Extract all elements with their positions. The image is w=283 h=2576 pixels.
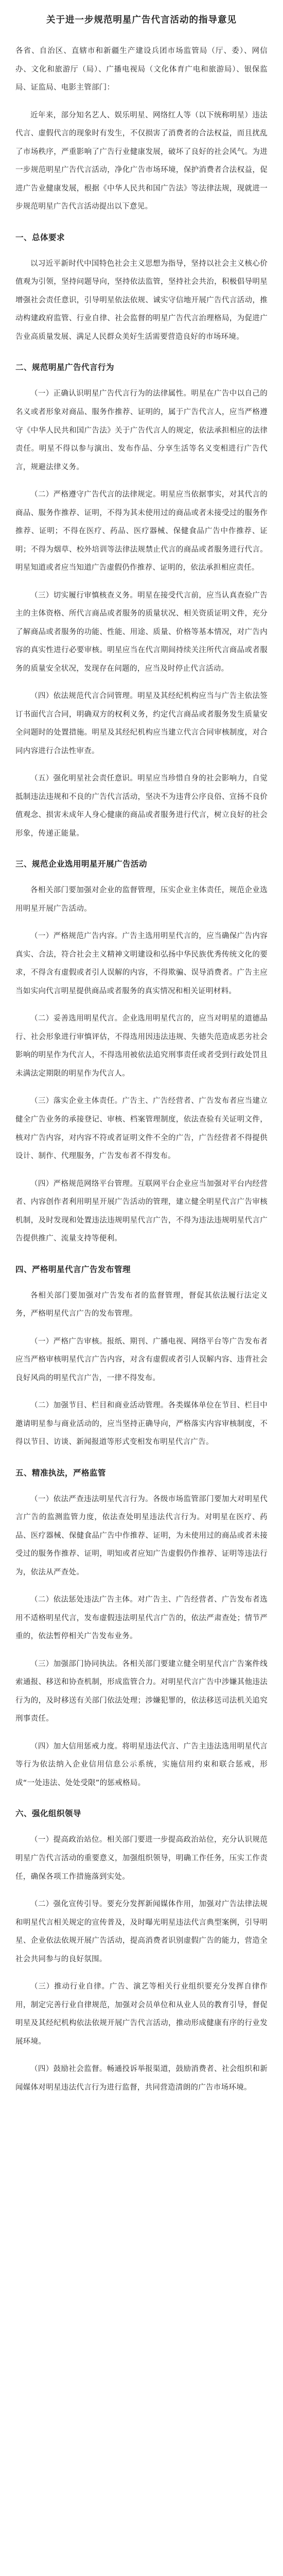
- section-paragraph: （四）加大信用惩戒力度。将明星违法代言、广告主违法选用明星代言等行为依法纳入企业信用信息公示系统，实施信用约束和联合惩戒，形成“一处违法、处处受限”的惩戒格局。: [15, 1742, 268, 1787]
- section: [15, 1465, 268, 1793]
- section-paragraph: （三）推动行业自律。广告、演艺等相关行业组织要充分发挥自律作用，制定完善行业自律规范，加强对会员单位和从业人员的教育引导，督促明星及其经纪机构依法依规开展广告代言活动，推动形成健康有序的行业发展环境。: [15, 1982, 268, 2046]
- section-paragraph: （五）强化明星社会责任意识。明星应当珍惜自身的社会影响力，自觉抵制违法违规和不良的广告代言活动，坚决不为违背公序良俗、宣扬不良价值观念、损害未成年人身心健康的商品或者服务进行代言，树立良好的社会形象，传递正能量。: [15, 774, 268, 838]
- section-heading: 五、精准执法，严格监管: [15, 1468, 107, 1478]
- section-paragraph: （三）切实履行审慎核查义务。明星在接受代言前，应当认真查验广告主的主体资格、所代言商品或者服务的质量状况、相关资质证明文件，充分了解商品或者服务的功能、性能、用途、质量、价格等基本情况，对广告内容的真实性进行必要审核。明星应当在代言期间持续关注所代言商品或者服务的质量安全状况，发现存在问题的，应当及时停止代言活动。: [15, 591, 268, 673]
- section-paragraph: 各相关部门要加强对企业的监督管理，压实企业主体责任，规范企业选用明星开展广告活动。: [15, 886, 268, 913]
- section-heading: 六、强化组织领导: [15, 1809, 82, 1819]
- section-heading: 三、规范企业选用明星开展广告活动: [15, 859, 148, 869]
- section: [15, 1262, 268, 1452]
- section: [15, 856, 268, 1248]
- section-paragraph: 以习近平新时代中国特色社会主义思想为指导，坚持以社会主义核心价值观为引领，坚持问题导向，坚持依法监管，坚持社会共治，积极倡导明星增强社会责任意识，引导明星依法依规、诚实守信地开展广告代言活动，推动构建政府监管、行业自律、社会监督的明星广告代言治理格局，为促进广告业高质量发展、满足人民群众美好生活需要营造良好的市场环境。: [15, 259, 268, 341]
- sections-container: [15, 230, 268, 2097]
- section-paragraph: （一）正确认识明星广告代言行为的法律属性。明星在广告中以自己的名义或者形象对商品、服务作推荐、证明的，属于广告代言人，应当严格遵守《中华人民共和国广告法》关于广告代言人的规定，依法承担相应的法律责任。明星不得以参与演出、发布作品、分享生活等名义变相进行广告代言，规避法律义务。: [15, 389, 268, 471]
- section-paragraph: （四）依法规范代言合同管理。明星及其经纪机构应当与广告主依法签订书面代言合同，明确双方的权利义务，约定代言商品或者服务发生质量安全问题时的处置措施。明星及其经纪机构应当建立代言合同审核制度，对合同内容进行合法性审查。: [15, 692, 268, 755]
- section-heading: 四、严格明星代言广告发布管理: [15, 1264, 131, 1274]
- section-paragraph: （二）依法惩处违法广告主体。对广告主、广告经营者、广告发布者选用不适格明星代言，发布虚假违法明星代言广告的，依法严肃查处；情节严重的，依法暂停相关广告发布业务。: [15, 1596, 268, 1641]
- section-paragraph: （二）强化宣传引导。要充分发挥新闻媒体作用，加强对广告法律法规和明星代言相关规定的宣传普及，及时曝光明星违法代言典型案例，引导明星、企业依法依规开展广告活动，提高消费者识别虚假广告的能力，营造全社会共同参与的良好氛围。: [15, 1900, 268, 1963]
- section-paragraph: （二）加强节目、栏目和商业活动管理。各类媒体单位在节目、栏目中邀请明星参与商业活动的，应当坚持正确导向，严格落实内容审核制度，不得以节目、访谈、新闻报道等形式变相发布明星代言广告。: [15, 1401, 268, 1447]
- salutation-paragraph: 各省、自治区、直辖市和新疆生产建设兵团市场监管局（厅、委）、网信办、文化和旅游厅（局）、广播电视局（文化体育广电和旅游局）、银保监局、证监局、电影主管部门：: [15, 47, 268, 92]
- section-paragraph: （二）严格遵守广告代言的法律规定。明星应当依据事实，对其代言的商品、服务作推荐、证明，不得为其未使用过的商品或者未接受过的服务作推荐、证明；不得在医疗、药品、医疗器械、保健食品广告中作推荐、证明；不得为烟草、校外培训等法律法规禁止代言的商品或者服务进行代言。明星知道或者应当知道广告虚假仍作推荐、证明的，依法承担相应责任。: [15, 490, 268, 572]
- section-paragraph: （四）鼓励社会监督。畅通投诉举报渠道，鼓励消费者、社会组织和新闻媒体对明星违法代言行为进行监督，共同营造清朗的广告市场环境。: [15, 2065, 268, 2092]
- section-paragraph: （一）提高政治站位。相关部门要进一步提高政治站位，充分认识规范明星广告代言活动的重要意义，加强组织领导，明确工作任务，压实工作责任，确保各项工作措施落到实处。: [15, 1836, 268, 1881]
- section-paragraph: 各相关部门要加强对广告发布者的监督管理，督促其依法履行法定义务，严格明星代言广告的发布管理。: [15, 1291, 268, 1318]
- section-paragraph: （三）加强部门协同执法。各相关部门要建立健全明星代言广告案件线索通报、移送和协查机制，形成监管合力。对明星代言广告中涉嫌其他违法行为的，及时移送有关部门依法处理；涉嫌犯罪的，依法移送司法机关追究刑事责任。: [15, 1659, 268, 1723]
- section: [15, 360, 268, 843]
- document-title: 关于进一步规范明星广告代言活动的指导意见: [46, 15, 237, 25]
- intro-paragraph: 近年来，部分知名艺人、娱乐明星、网络红人等（以下统称明星）违法代言、虚假代言的现象时有发生，不仅损害了消费者的合法权益，而且扰乱了市场秩序，严重影响了广告行业健康发展，破坏了良好的社会风气。为进一步规范明星广告代言活动，净化广告市场环境，保护消费者合法权益，促进广告业健康发展，根据《中华人民共和国广告法》等法律法规，现就进一步规范明星广告代言活动提出以下意见。: [15, 111, 268, 211]
- section-paragraph: （三）落实企业主体责任。广告主、广告经营者、广告发布者应当建立健全广告业务的承接登记、审核、档案管理制度，依法查验有关证明文件，核对广告内容，对内容不符或者证明文件不全的广告，广告经营者不得提供设计、制作、代理服务，广告发布者不得发布。: [15, 1097, 268, 1161]
- section-paragraph: （二）妥善选用明星代言。企业选用明星代言的，应当对明星的道德品行、社会形象进行审慎评估，不得选用因违法违规、失德失范造成恶劣社会影响的明星作为代言人，不得选用被依法追究刑事责任或者受到行政处罚且未满法定期限的明星作为代言人。: [15, 1014, 268, 1078]
- section-paragraph: （四）严格规范网络平台管理。互联网平台企业应当加强对平台内经营者、内容创作者利用明星开展广告活动的管理，建立健全明星代言广告审核机制，及时发现和处置违法违规明星代言广告，不得为违法违规明星代言广告提供推广、流量支持等便利。: [15, 1179, 268, 1243]
- section-heading: 二、规范明星广告代言行为: [15, 363, 115, 372]
- section: [15, 1806, 268, 2097]
- section-heading: 一、总体要求: [15, 232, 65, 242]
- section: [15, 230, 268, 347]
- section-paragraph: （一）严格广告审核。报纸、期刊、广播电视、网络平台等广告发布者应当严格审核明星代言广告内容，对含有虚假或者引人误解内容、违背社会良好风尚的明星代言广告，一律不得发布。: [15, 1337, 268, 1382]
- section-paragraph: （一）严格规范广告内容。广告主选用明星代言的，应当确保广告内容真实、合法，符合社会主义精神文明建设和弘扬中华民族优秀传统文化的要求，不得含有虚假或者引人误解的内容，不得欺骗、误导消费者。广告主应当如实向代言明星提供商品或者服务的真实情况和相关证明材料。: [15, 932, 268, 995]
- intro-block: [15, 107, 268, 216]
- section-paragraph: （一）依法严查违法明星代言行为。各级市场监管部门要加大对明星代言广告的监测监管力度，依法查处明星违法代言行为。对明星在医疗、药品、医疗器械、保健食品广告中作推荐、证明，为未使用过的商品或者未接受过的服务作推荐、证明，明知或者应知广告虚假仍作推荐、证明等违法行为，依法从严查处。: [15, 1495, 268, 1577]
